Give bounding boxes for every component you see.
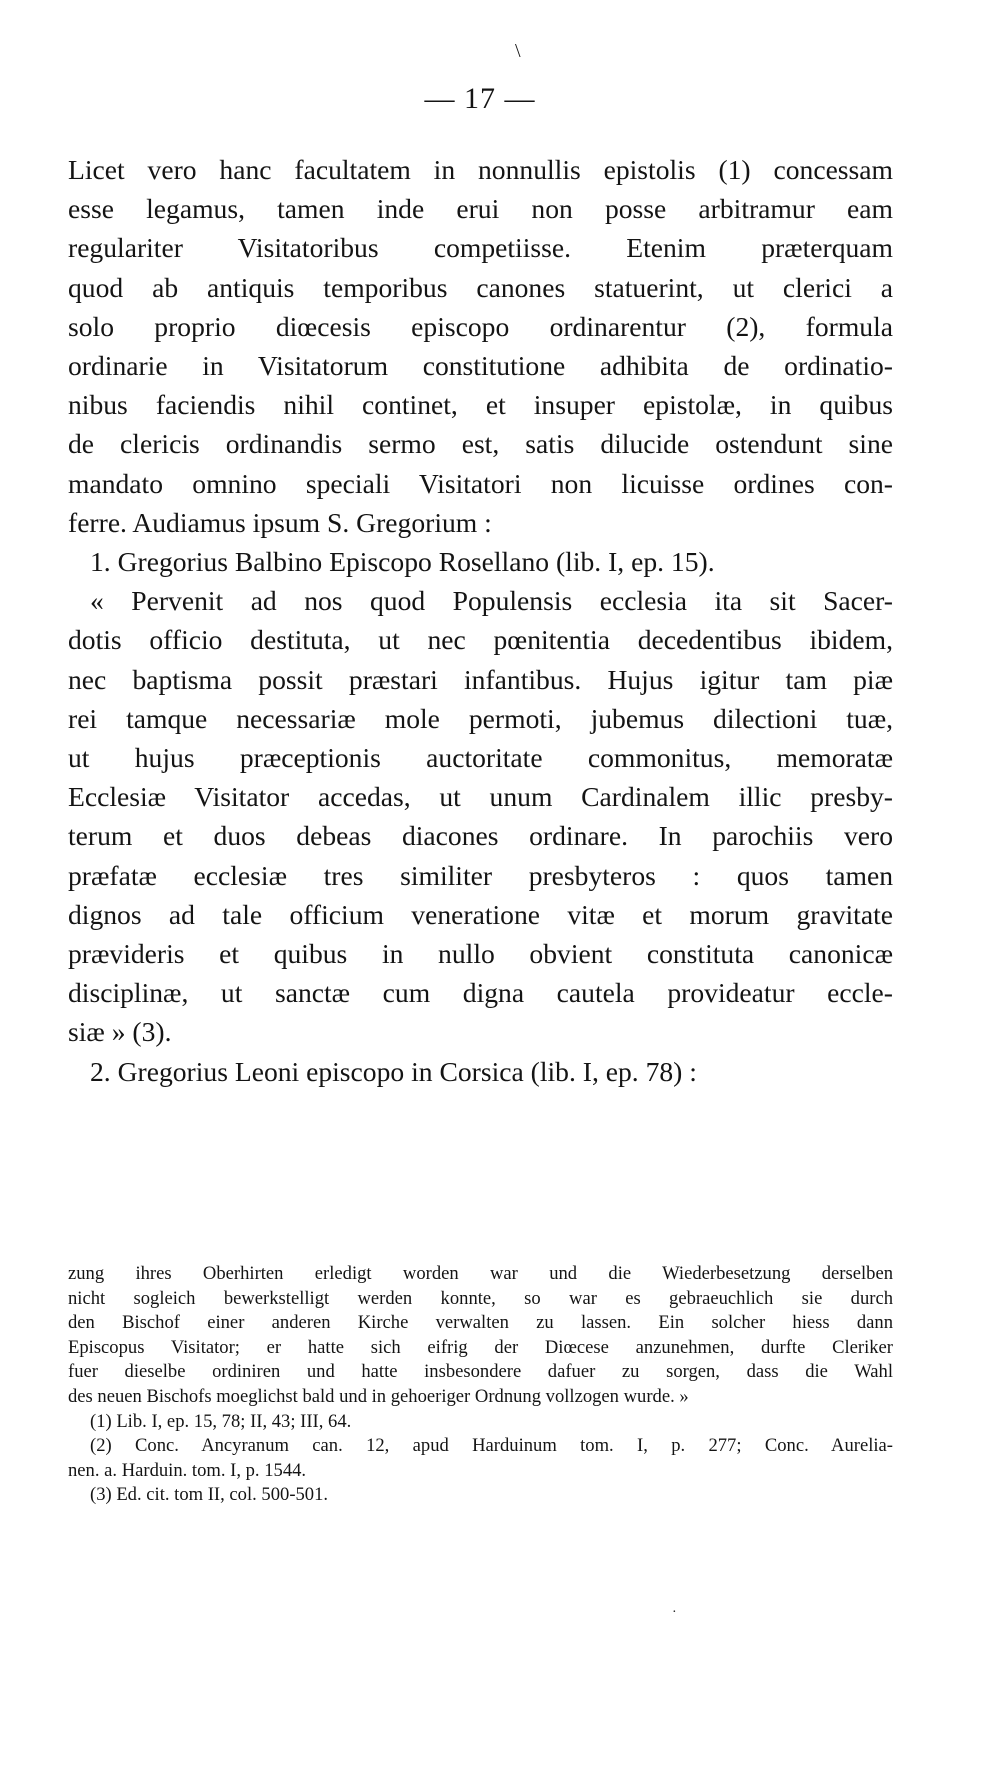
main-line: ordinarie in Visitatorum constitutione adhibita de ordinatio- (68, 350, 893, 382)
footnote-2: (2) Conc. Ancyranum can. 12, apud Harduinum tom. I, p. 277; Conc. Aurelia- (90, 1435, 893, 1457)
footnote-1: (1) Lib. I, ep. 15, 78; II, 43; III, 64. (90, 1410, 352, 1432)
footnote-line: des neuen Bischofs moeglichst bald und in gehoeriger Ordnung vollzogen wurde. » (68, 1385, 689, 1407)
main-line: prævideris et quibus in nullo obvient constituta canonicæ (68, 938, 893, 970)
footnotes (68, 1262, 893, 1508)
main-line: nec baptisma possit præstari infantibus. Hujus igitur tam piæ (68, 663, 893, 695)
main-line: dotis officio destituta, ut nec pœnitentia decedentibus ibidem, (68, 624, 893, 656)
footnote-line: fuer dieselbe ordiniren und hatte insbesondere dafuer zu sorgen, dass die Wahl (68, 1361, 893, 1383)
main-line: terum et duos debeas diacones ordinare. In parochiis vero (68, 820, 893, 852)
main-line: esse legamus, tamen inde erui non posse arbitramur eam (68, 193, 893, 225)
main-line: mandato omnino speciali Visitatori non licuisse ordines con- (68, 467, 893, 499)
footnote-3: (3) Ed. cit. tom II, col. 500-501. (90, 1484, 329, 1506)
main-line: « Pervenit ad nos quod Populensis ecclesia ita sit Sacer- (90, 585, 893, 617)
main-line: Ecclesiæ Visitator accedas, ut unum Cardinalem illic presby- (68, 781, 893, 813)
bottom-mark: · (672, 1605, 677, 1620)
main-line: ferre. Audiamus ipsum S. Gregorium : (68, 506, 492, 538)
page-number: — 17 — (424, 82, 536, 115)
main-text (68, 150, 893, 1091)
main-line: ut hujus præceptionis auctoritate commonitus, memoratæ (68, 742, 893, 774)
main-line: rei tamque necessariæ mole permoti, jubemus dilectioni tuæ, (68, 702, 893, 734)
footnote-line: den Bischof einer anderen Kirche verwalten zu lassen. Ein solcher hiess dann (68, 1312, 893, 1334)
main-line: siæ » (3). (68, 1016, 172, 1048)
main-line: Licet vero hanc facultatem in nonnullis epistolis (1) concessam (68, 154, 893, 185)
main-line: de clericis ordinandis sermo est, satis dilucide ostendunt sine (68, 428, 893, 460)
main-line: dignos ad tale officium veneratione vitæ et morum gravitate (68, 898, 893, 930)
main-line: solo proprio diœcesis episcopo ordinarentur (2), formula (68, 310, 893, 342)
main-line: nibus faciendis nihil continet, et insuper epistolæ, in quibus (68, 389, 893, 421)
footnote-line: nen. a. Harduin. tom. I, p. 1544. (68, 1459, 307, 1481)
section-heading: 1. Gregorius Balbino Episcopo Rosellano (lib. I, ep. 15). (90, 546, 715, 578)
main-line: præfatæ ecclesiæ tres similiter presbyteros : quos tamen (68, 859, 893, 891)
main-line: quod ab antiquis temporibus canones statuerint, ut clerici a (68, 271, 893, 303)
top-mark: \ (515, 40, 521, 62)
footnote-line: zung ihres Oberhirten erledigt worden war und die Wiederbesetzung derselben (68, 1263, 893, 1284)
footnote-line: nicht sogleich bewerkstelligt werden konnte, so war es gebraeuchlich sie durch (68, 1287, 893, 1309)
footnote-line: Episcopus Visitator; er hatte sich eifrig der Diœcese anzunehmen, durfte Cleriker (68, 1336, 893, 1358)
main-line: disciplinæ, ut sanctæ cum digna cautela provideatur eccle- (68, 977, 893, 1009)
main-line: regulariter Visitatoribus competiisse. Etenim præterquam (68, 232, 893, 264)
section-heading: 2. Gregorius Leoni episcopo in Corsica (lib. I, ep. 78) : (90, 1055, 697, 1087)
